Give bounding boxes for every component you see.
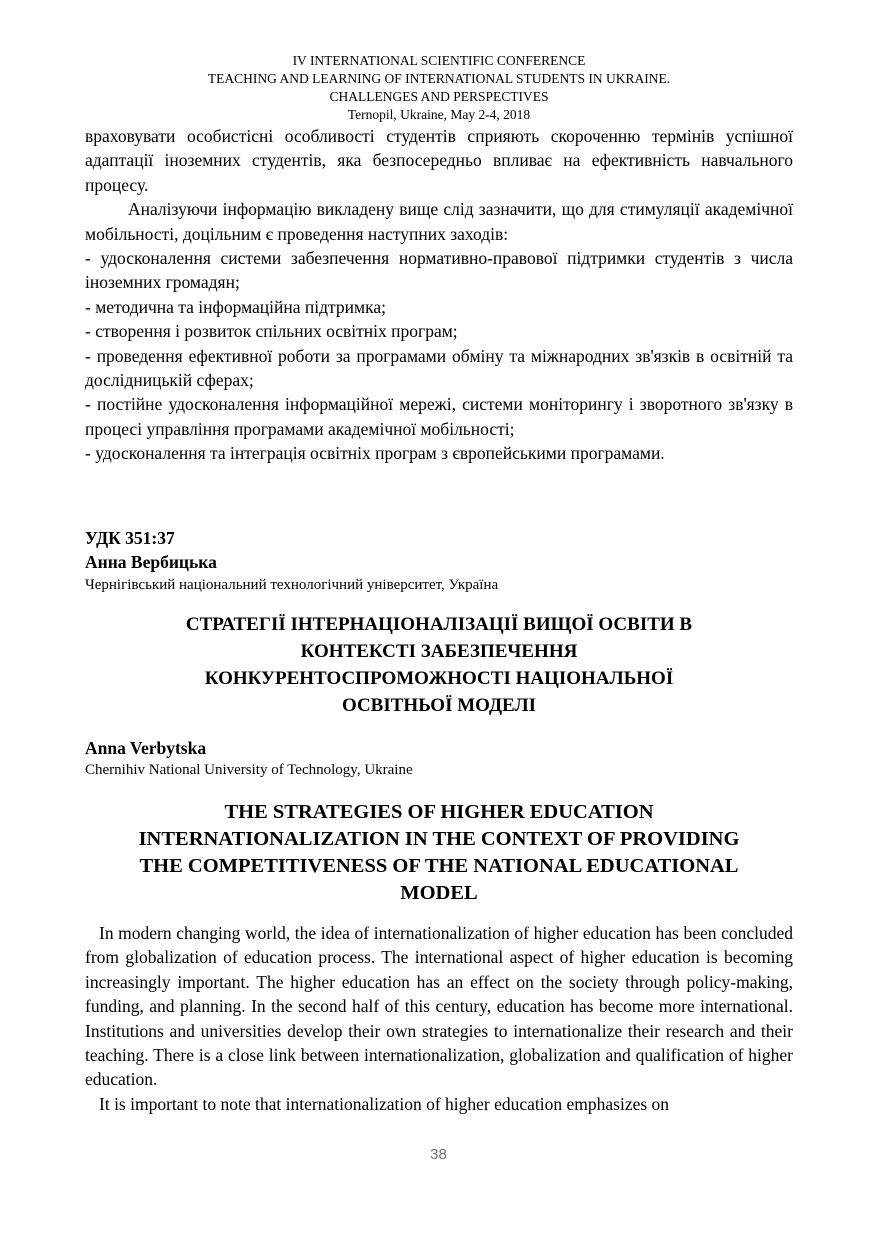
paragraph-en-1: In modern changing world, the idea of internationalization of higher education has been concluded from globalization of education process. The international aspect of higher education is becoming increasingly important. The higher education has an effect on the society through policy-making, funding, and planning. In the second half of this century, education has become more international. Institutions and universities develop their own strategies to internationalize their research and their teaching. There is a close link between internationalization, globalization and qualification of higher education. bbox=[85, 922, 793, 1090]
affiliation-en: Chernihiv National University of Technology, Ukraine bbox=[85, 761, 413, 778]
title-en-line: MODEL bbox=[400, 881, 478, 904]
running-header bbox=[85, 52, 793, 124]
author-name-uk: Анна Вербицька bbox=[85, 552, 217, 573]
measures-list bbox=[85, 246, 793, 466]
paragraph-uk-intro: Аналізуючи інформацію викладену вище слід зазначити, що для стимуляції академічної мобільності, доцільним є проведення наступних заходів: bbox=[85, 199, 793, 244]
article-title-en bbox=[85, 799, 793, 907]
affiliation-uk: Чернігівський національний технологічний університет, Україна bbox=[85, 576, 499, 593]
header-location-date-line: Ternopil, Ukraine, May 2-4, 2018 bbox=[347, 107, 531, 122]
udc-code: УДК 351:37 bbox=[85, 527, 175, 548]
article-title-uk bbox=[85, 611, 793, 719]
list-item: - удосконалення системи забезпечення нормативно-правової підтримки студентів з числа іноземних громадян; bbox=[85, 248, 793, 293]
page-content bbox=[85, 52, 793, 1116]
list-item: - проведення ефективної роботи за програмами обміну та міжнародних зв'язків в освітній та дослідницькій сферах; bbox=[85, 345, 793, 391]
title-en-line: INTERNATIONALIZATION IN THE CONTEXT OF PROVIDING bbox=[138, 827, 740, 850]
title-en-line: THE STRATEGIES OF HIGHER EDUCATION bbox=[224, 800, 654, 823]
list-item: - постійне удосконалення інформаційної мережі, системи моніторингу і зворотного зв'язку в процесі управління програмами академічної мобільності; bbox=[85, 394, 793, 439]
list-item: - методична та інформаційна підтримка; bbox=[85, 296, 386, 317]
header-subtitle-line: CHALLENGES AND PERSPECTIVES bbox=[329, 89, 549, 104]
title-uk-line: СТРАТЕГІЇ ІНТЕРНАЦІОНАЛІЗАЦІЇ ВИЩОЇ ОСВІТИ В bbox=[185, 613, 693, 635]
paragraph-uk-continuation: враховувати особистісні особливості студентів сприяють скороченню термінів успішної адаптації іноземних студентів, яка безпосередньо впливає на ефективність навчального процесу. bbox=[85, 126, 793, 195]
header-conference-title-line: TEACHING AND LEARNING OF INTERNATIONAL STUDENTS IN UKRAINE. bbox=[207, 71, 671, 86]
title-en-line: THE COMPETITIVENESS OF THE NATIONAL EDUCATIONAL bbox=[139, 854, 739, 877]
list-item: - створення і розвиток спільних освітніх програм; bbox=[85, 321, 458, 342]
author-name-en: Anna Verbytska bbox=[85, 737, 207, 758]
title-uk-line: КОНТЕКСТІ ЗАБЕЗПЕЧЕННЯ bbox=[300, 640, 578, 662]
title-uk-line: КОНКУРЕНТОСПРОМОЖНОСТІ НАЦІОНАЛЬНОЇ bbox=[204, 667, 674, 689]
title-uk-line: ОСВІТНЬОЇ МОДЕЛІ bbox=[341, 694, 537, 716]
paragraph-en-2: It is important to note that internationalization of higher education emphasizes on bbox=[99, 1093, 670, 1114]
list-item: - удосконалення та інтеграція освітніх програм з європейськими програмами. bbox=[85, 443, 665, 464]
page-number: 38 bbox=[430, 1146, 447, 1163]
header-conference-line: IV INTERNATIONAL SCIENTIFIC CONFERENCE bbox=[292, 53, 586, 68]
